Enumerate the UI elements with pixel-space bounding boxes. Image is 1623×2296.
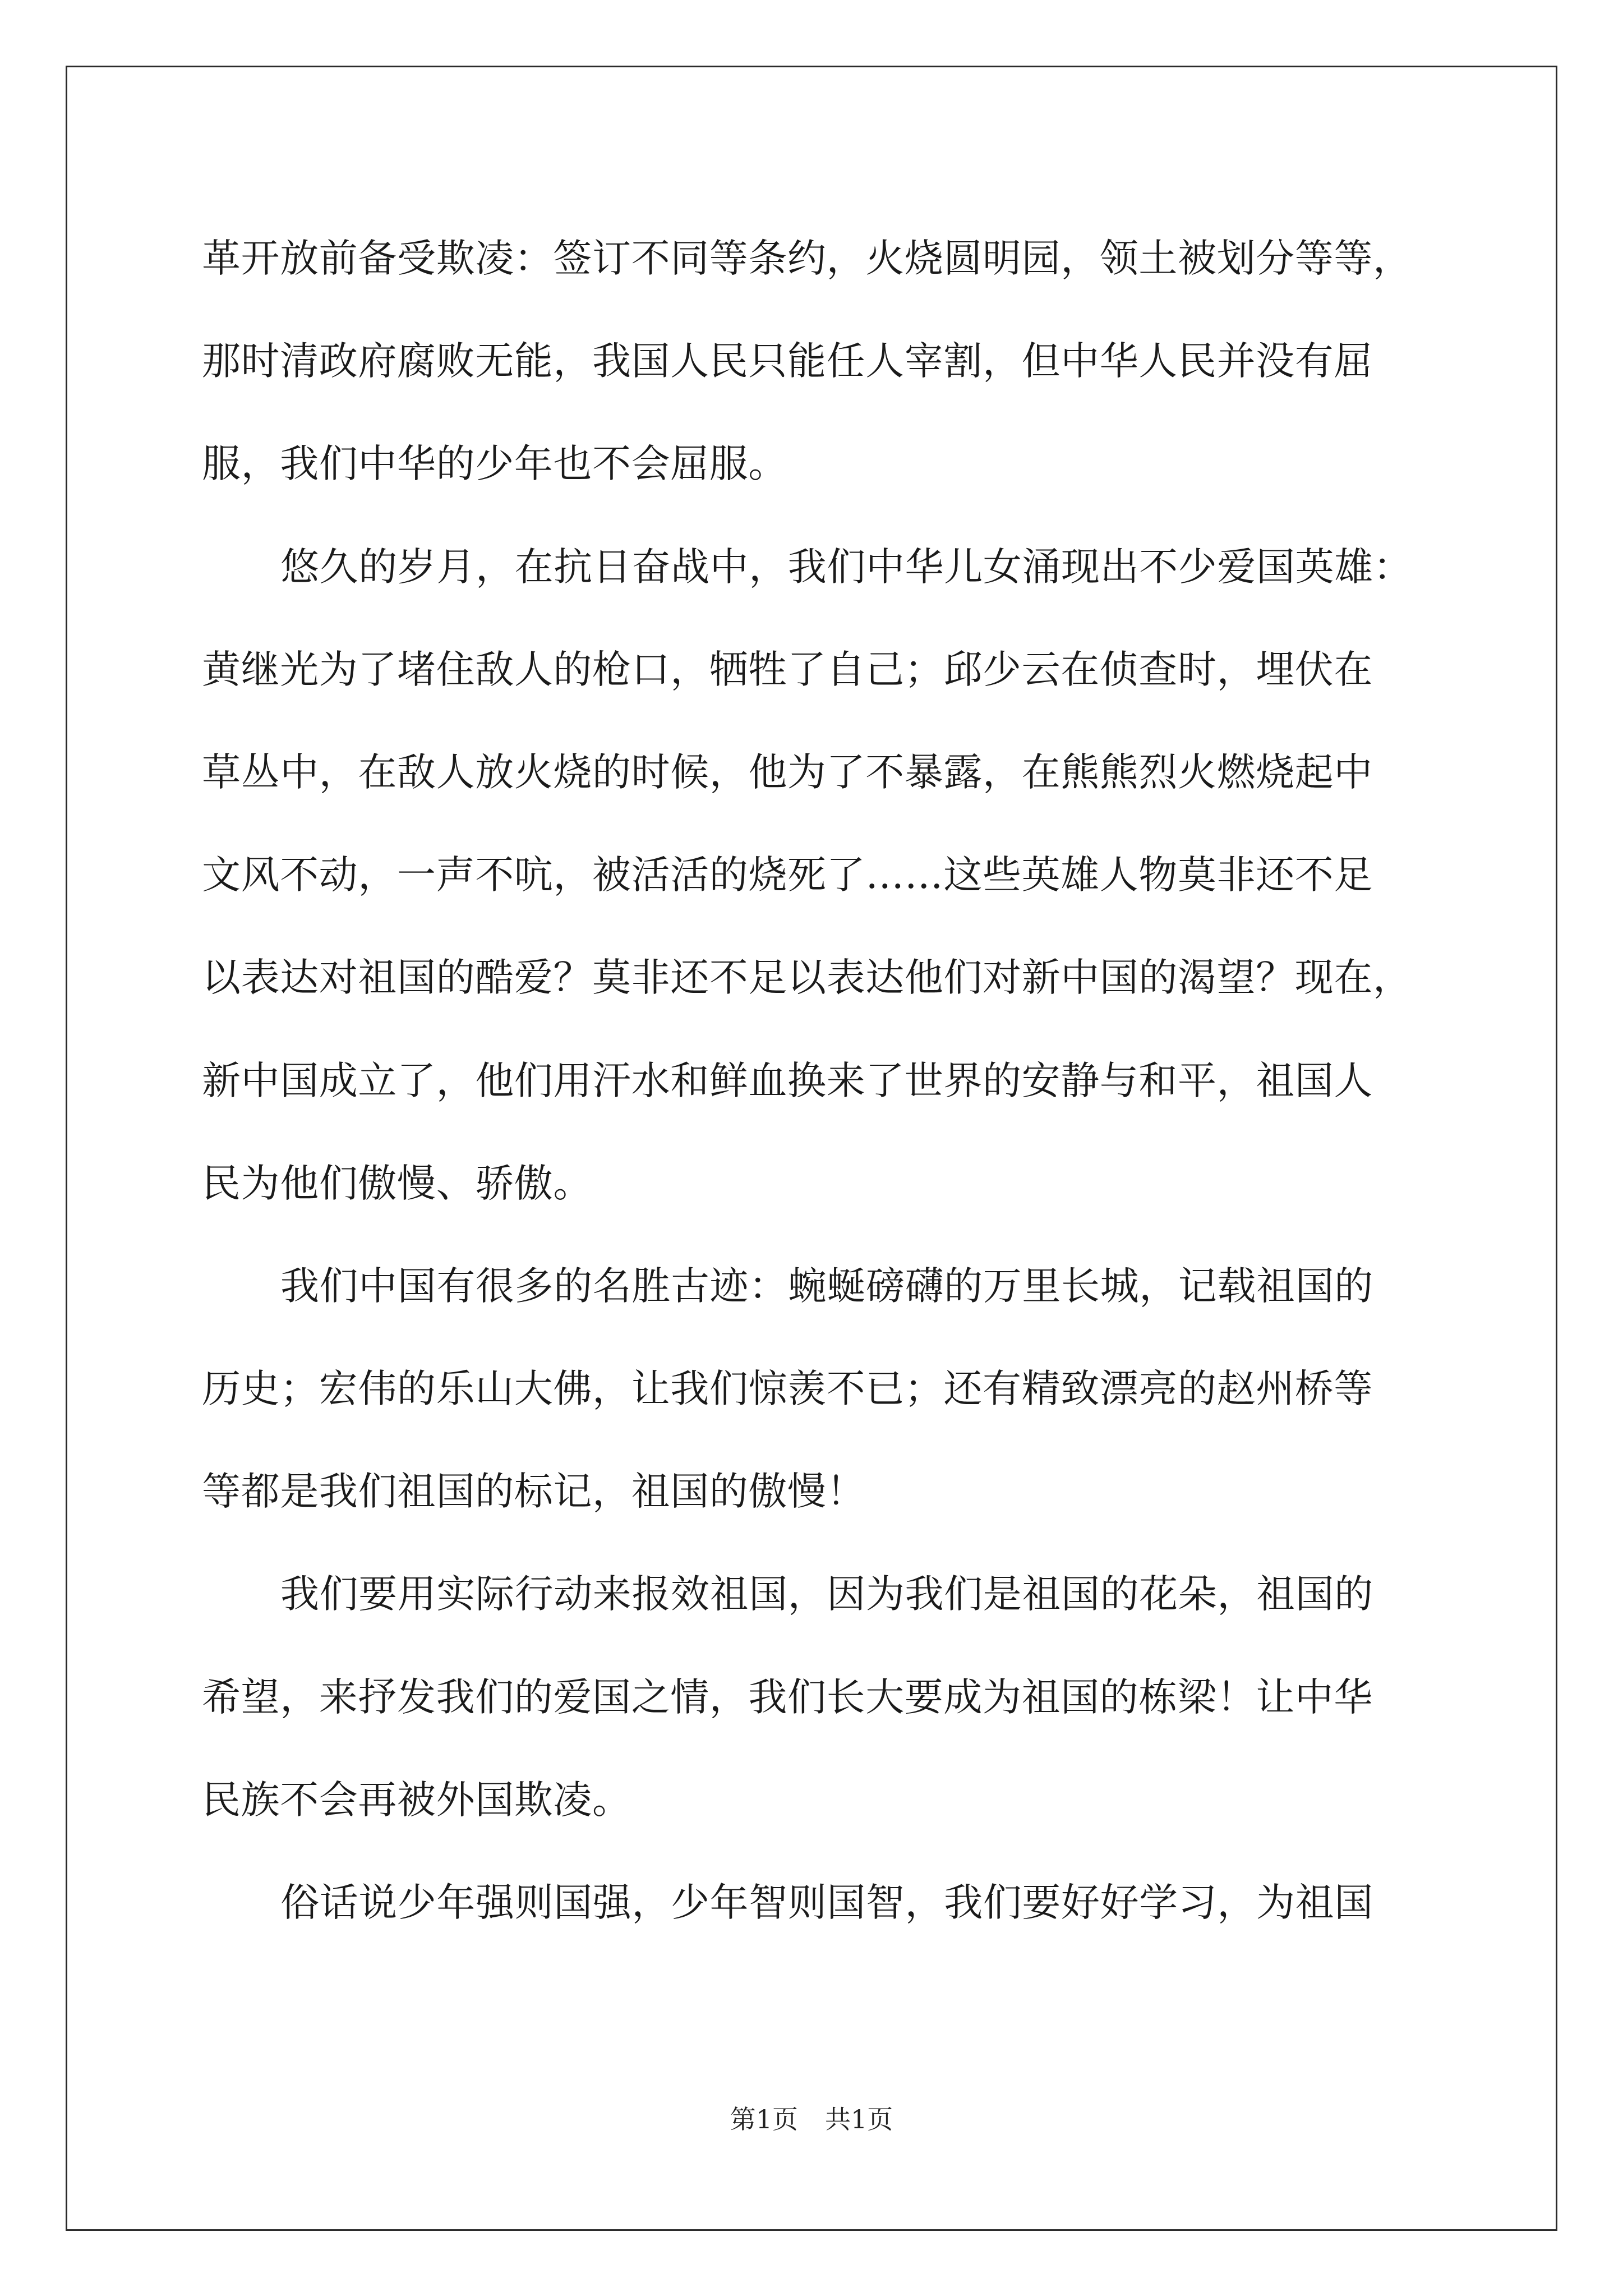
- text-line: 民族不会再被外国欺凌。: [202, 1777, 631, 1823]
- page-footer: [0, 2102, 1623, 2136]
- text-line: 悠久的岁月，在抗日奋战中，我们中华儿女涌现出不少爱国英雄：: [280, 544, 1413, 590]
- text-line: 希望，来抒发我们的爱国之情，我们长大要成为祖国的栋梁！让中华: [202, 1674, 1373, 1720]
- text-line: 新中国成立了，他们用汗水和鲜血换来了世界的安静与和平，祖国人: [202, 1058, 1373, 1103]
- document-body: [202, 208, 1424, 1954]
- text-line: 那时清政府腐败无能，我国人民只能任人宰割，但中华人民并没有屈: [202, 339, 1373, 384]
- text-line: 民为他们傲慢、骄傲。: [202, 1161, 592, 1206]
- text-line: 黄继光为了堵住敌人的枪口，牺牲了自己；邱少云在侦查时，埋伏在: [202, 647, 1373, 692]
- text-line: 以表达对祖国的酷爱？莫非还不足以表达他们对新中国的渴望？现在，: [202, 955, 1412, 1001]
- text-line: 服，我们中华的少年也不会屈服。: [202, 441, 787, 487]
- text-line: 文风不动，一声不吭，被活活的烧死了……这些英雄人物莫非还不足: [202, 853, 1373, 898]
- text-line: 革开放前备受欺凌：签订不同等条约，火烧圆明园，领土被划分等等，: [202, 236, 1412, 281]
- text-line: 我们中国有很多的名胜古迹：蜿蜒磅礴的万里长城，记载祖国的: [280, 1263, 1373, 1309]
- page-total: 共1页: [825, 2104, 893, 2134]
- text-line: 草丛中，在敌人放火烧的时候，他为了不暴露，在熊熊烈火燃烧起中: [202, 749, 1373, 795]
- paragraph-5: [202, 1852, 1424, 1954]
- paragraph-3: [202, 1235, 1424, 1544]
- paragraph-1: [202, 208, 1424, 516]
- text-line: 我们要用实际行动来报效祖国，因为我们是祖国的花朵，祖国的: [280, 1572, 1373, 1617]
- text-line: 俗话说少年强则国强，少年智则国智，我们要好好学习，为祖国: [280, 1880, 1373, 1925]
- text-line: 等都是我们祖国的标记，祖国的傲慢！: [202, 1469, 866, 1515]
- paragraph-4: [202, 1543, 1424, 1852]
- page-number: 第1页: [730, 2104, 798, 2134]
- paragraph-2: [202, 516, 1424, 1235]
- text-line: 历史；宏伟的乐山大佛，让我们惊羡不已；还有精致漂亮的赵州桥等: [202, 1366, 1373, 1412]
